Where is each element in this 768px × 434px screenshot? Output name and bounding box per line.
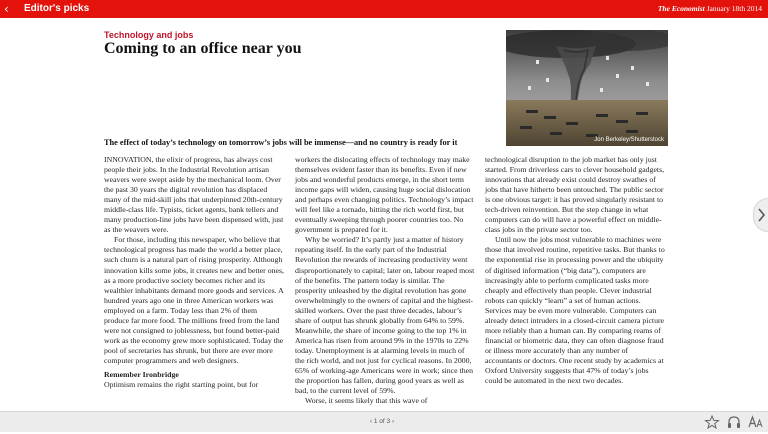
paragraph: Until now the jobs most vulnerable to machines were those that involved routine, repetitive tasks. But thanks to the exponential rise in processing power and the ubiquity of digitised information (“big data”), computers are increasingly able to perform complicated tasks more cheaply and effectively than people. Clever industrial robots can quickly “learn” a set of human actions. Services may be even more vulnerable. Computers can already detect intruders in a closed-circuit camera picture more reliably than a human can. By comparing reams of financial or biometric data, they can often diagnose fraud or illness more accurately than any number of accountants or doctors. One recent study by academics at Oxford University suggests that 47% of today’s jobs could be automated in the next two decades. (485, 235, 665, 386)
bottom-bar (0, 411, 768, 432)
text-size-icon (748, 415, 764, 429)
article-image (506, 30, 668, 146)
brand-name: The Economist (657, 4, 705, 13)
article-rubric: The effect of today’s technology on tomorrow’s jobs will be immense—and no country is ready for it (104, 138, 458, 147)
bookmark-button[interactable] (704, 415, 720, 429)
article-section: Technology and jobs (104, 30, 194, 40)
page-indicator (350, 418, 414, 426)
paragraph: Worse, it seems likely that this wave of (305, 396, 428, 406)
audio-button[interactable] (726, 415, 742, 429)
text-size-button[interactable] (748, 415, 764, 429)
star-icon (704, 415, 720, 429)
paragraph: INNOVATION, the elixir of progress, has always cost people their jobs. In the Industrial Revolution artisan weavers were swept aside by the mechanical loom. Over the past 30 years the digital revolution has displaced many of the mid-skill jobs that underpinned 20th-century middle-class life. Typists, ticket agents, bank tellers and many production-line jobs have been dispensed with, just as the weavers were. (104, 155, 284, 235)
issue-info (658, 4, 762, 14)
prev-page-button[interactable]: ‹ (369, 418, 373, 425)
image-credit: Jon Berkeley/Shutterstock (594, 137, 664, 143)
article-headline: Coming to an office near you (104, 40, 302, 57)
page-count: 1 of 3 (373, 418, 391, 425)
page-title: Editor's picks (24, 3, 90, 14)
article-column-3 (485, 155, 665, 386)
paragraph: For those, including this newspaper, who believe that technological progress has made the world a better place, such churn is a natural part of rising prosperity. Although innovation kills some jobs, it creates new and better ones, as a more productive society becomes richer and its wealthier inhabitants demand more goods and services. A hundred years ago one in three American workers was employed on a farm. Today less than 2% of them produce far more food. The millions freed from the land were not consigned to joblessness, but found better-paid work as the economy grew more sophisticated. Today the pool of secretaries has shrunk, but there are ever more computer programmers and web designers. (104, 235, 284, 365)
tornado-illustration (506, 30, 668, 146)
headphones-icon (726, 415, 742, 429)
next-page-link[interactable]: › (391, 418, 395, 425)
paragraph: technological disruption to the job market has only just started. From driverless cars to clever household gadgets, innovations that already exist could destroy swathes of jobs that have hitherto been untouched. The public sector is one obvious target: it has proved singularly resistant to tech-driven reinvention. But the step change in what computers can do will have a powerful effect on middle-class jobs in the private sector too. (485, 155, 665, 235)
chevron-right-icon (757, 208, 766, 222)
paragraph: Optimism remains the right starting point, but for (104, 380, 259, 390)
paragraph: workers the dislocating effects of technology may make themselves evident faster than its benefits. Even if new jobs and wonderful products emerge, in the short term income gaps will widen, causing huge social dislocation and perhaps even changing politics. Technology’s impact will feel like a tornado, hitting the rich world first, but eventually sweeping through poorer countries too. No government is prepared for it. (295, 155, 474, 235)
top-bar (0, 0, 768, 18)
article-column-2 (295, 155, 475, 406)
article-column-1 (104, 155, 284, 390)
subheading: Remember Ironbridge (104, 369, 179, 379)
paragraph: Why be worried? It’s partly just a matter of history repeating itself. In the early part of the Industrial Revolution the rewards of increasing productivity went disproportionately to capital; later on, labour reaped most of the benefits. The pattern today is similar. The prosperity unleashed by the digital revolution has gone overwhelmingly to the owners of capital and the highest-skilled workers. Over the past three decades, labour’s share of output has shrunk globally from 64% to 59%. Meanwhile, the share of income going to the top 1% in America has risen from around 9% in the 1970s to 22% today. Unemployment is at alarming levels in much of the rich world, and not just for cyclical reasons. In 2000, 65% of working-age Americans were in work; since then the proportion has fallen, during good years as well as bad, to the current level of 59%. (295, 235, 475, 396)
issue-date: January 18th 2014 (706, 4, 762, 13)
back-button[interactable]: ‹ (4, 2, 9, 16)
next-page-button[interactable] (753, 198, 768, 232)
